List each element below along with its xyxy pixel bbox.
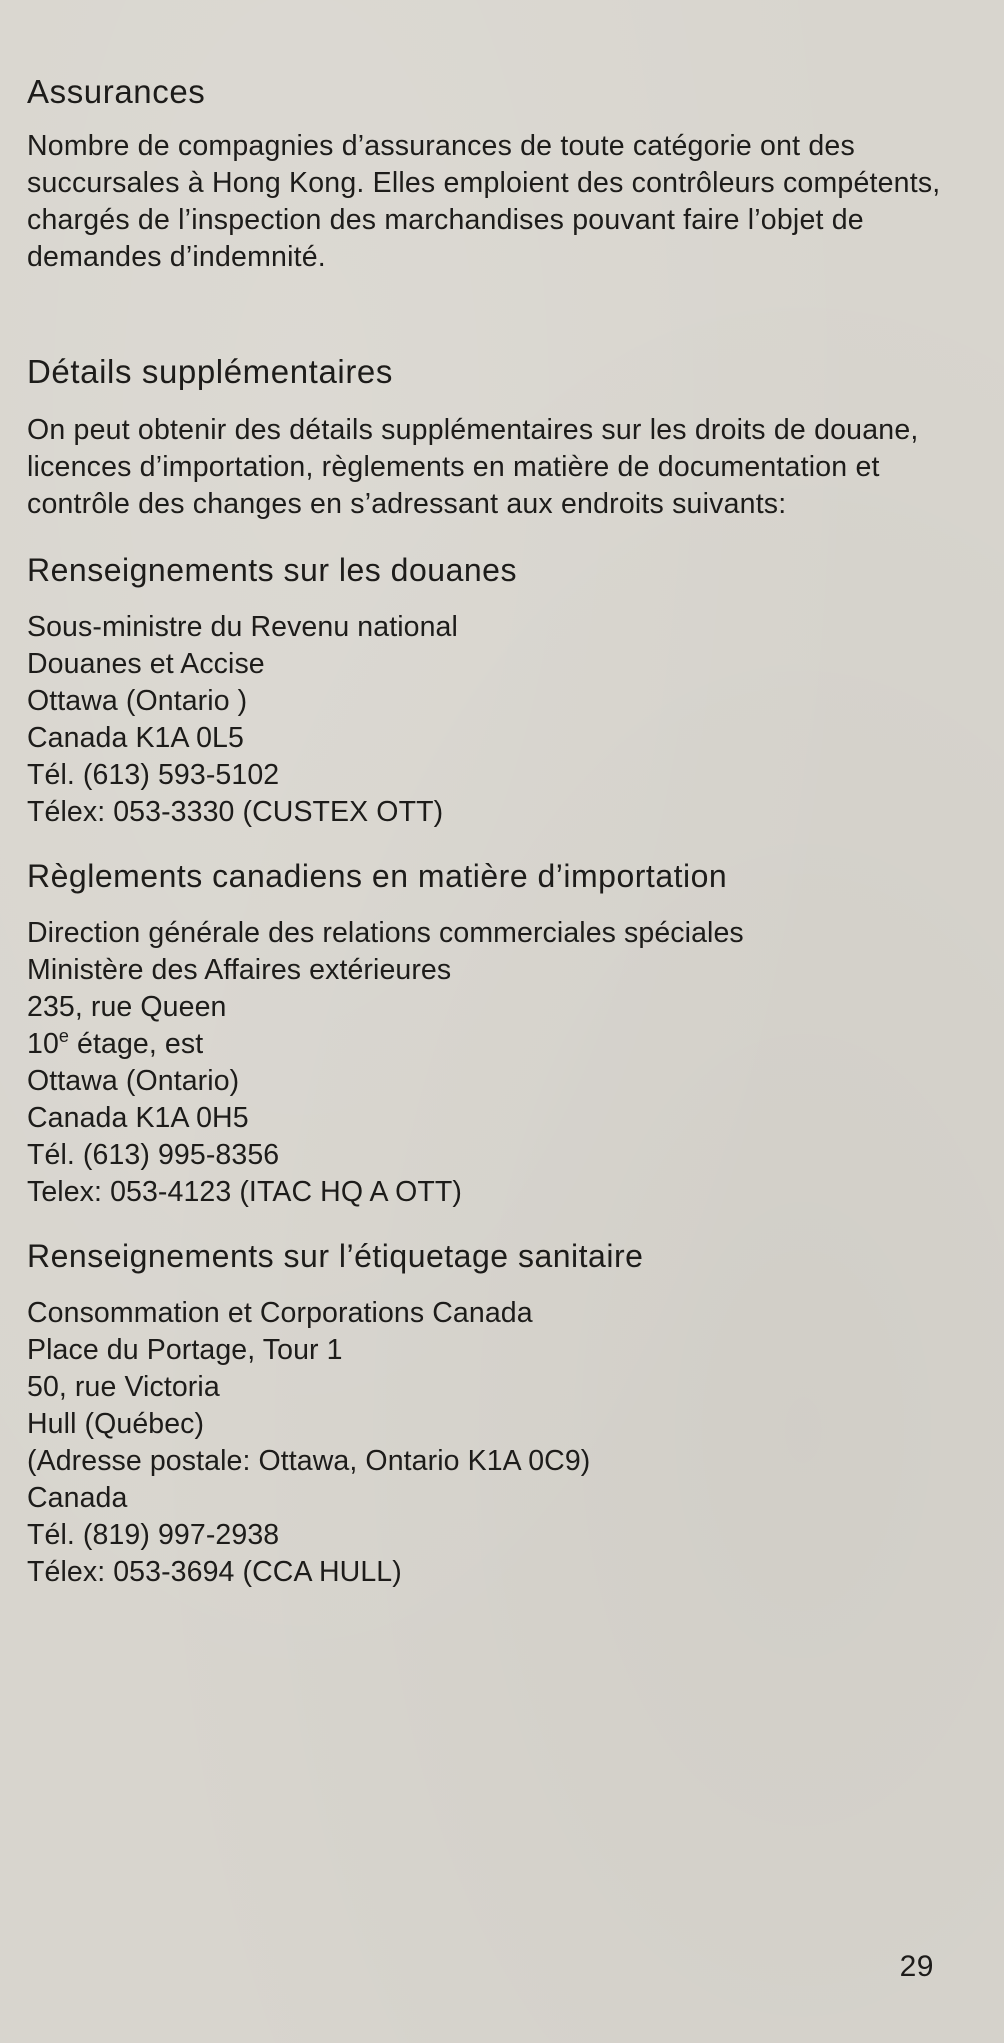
subsection-title-import-rules: Règlements canadiens en matière d’importation <box>27 858 728 894</box>
telex-line: Télex: 053-3694 (CCA HULL) <box>27 1556 402 1588</box>
address-line: Direction générale des relations commerciales spéciales <box>27 917 744 949</box>
address-line: Place du Portage, Tour 1 <box>27 1334 343 1366</box>
phone-line: Tél. (613) 995-8356 <box>27 1139 280 1171</box>
address-line: Sous-ministre du Revenu national <box>27 611 458 643</box>
phone-line: Tél. (613) 593-5102 <box>27 759 280 791</box>
subsection-title-customs: Renseignements sur les douanes <box>27 552 517 588</box>
address-line: Ottawa (Ontario) <box>27 1065 240 1097</box>
page-number: 29 <box>899 1950 934 1983</box>
address-line: Consommation et Corporations Canada <box>27 1297 533 1329</box>
address-line: Douanes et Accise <box>27 648 265 680</box>
floor-superscript: e <box>58 1026 70 1046</box>
address-line: 50, rue Victoria <box>27 1371 220 1403</box>
address-line: Canada K1A 0L5 <box>27 722 244 754</box>
address-line: Ottawa (Ontario ) <box>27 685 248 717</box>
subsection-labelling <box>27 1237 977 1591</box>
telex-line: Telex: 053-4123 (ITAC HQ A OTT) <box>27 1176 462 1208</box>
subsection-customs <box>27 551 977 831</box>
phone-line: Tél. (819) 997-2938 <box>27 1519 280 1551</box>
section-title-assurances: Assurances <box>27 73 206 110</box>
paragraph-assurances: Nombre de compagnies d’assurances de toute catégorie ont des succursales à Hong Kong. Elles emploient des contrôleurs compétents, chargés de l’inspection des marchandises pouvant faire l’objet de demandes d’indemnité. <box>27 130 941 273</box>
subsection-import-rules <box>27 857 977 1211</box>
section-title-details: Détails supplémentaires <box>27 353 393 390</box>
section-assurances <box>27 72 977 276</box>
telex-line: Télex: 053-3330 (CUSTEX OTT) <box>27 796 444 828</box>
section-details <box>27 352 977 1591</box>
paragraph-details: On peut obtenir des détails supplémentaires sur les droits de douane, licences d’importation, règlements en matière de documentation et contrôle des changes en s’adressant aux endroits suivants: <box>27 414 919 520</box>
floor-suffix: étage, est <box>69 1028 204 1060</box>
address-line: Canada K1A 0H5 <box>27 1102 249 1134</box>
address-line: Ministère des Affaires extérieures <box>27 954 452 986</box>
page-content <box>27 72 977 1591</box>
address-line: Canada <box>27 1482 128 1514</box>
subsection-title-labelling: Renseignements sur l’étiquetage sanitaire <box>27 1238 644 1274</box>
address-line-floor <box>27 1026 977 1063</box>
address-line: 235, rue Queen <box>27 991 227 1023</box>
postal-address-line: (Adresse postale: Ottawa, Ontario K1A 0C9) <box>27 1445 591 1477</box>
address-line: Hull (Québec) <box>27 1408 205 1440</box>
floor-number: 10 <box>27 1028 59 1060</box>
